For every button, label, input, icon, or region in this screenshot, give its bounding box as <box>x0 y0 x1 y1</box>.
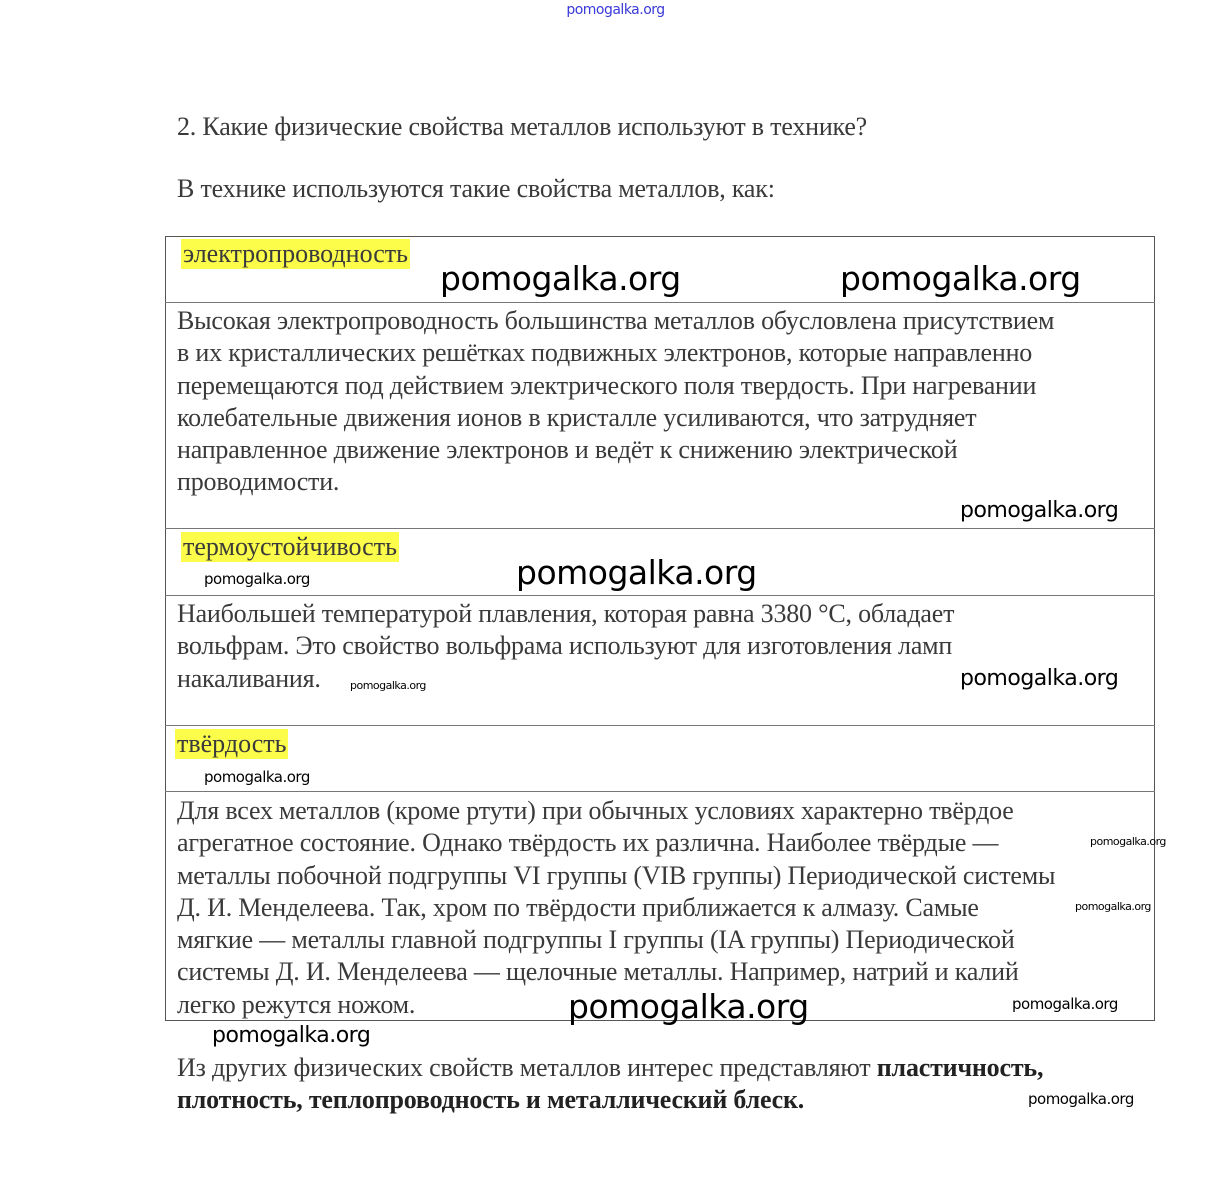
conclusion-bold: плотность, теплопроводность и металлический блеск. <box>177 1085 805 1115</box>
text-line: в их кристаллических решётках подвижных электронов, которые направленно <box>177 338 1033 368</box>
site-link[interactable]: pomogalka.org <box>566 2 665 18</box>
table-divider <box>165 302 1155 303</box>
text-line: проводимости. <box>177 467 340 497</box>
watermark: pomogalka.org <box>960 498 1119 523</box>
text-line: накаливания. <box>177 663 321 693</box>
watermark: pomogalka.org <box>960 666 1119 691</box>
question-heading: 2. Какие физические свойства металлов используют в технике? <box>177 112 868 141</box>
text-line: Высокая электропроводность большинства металлов обусловлена присутствием <box>177 306 1055 335</box>
section-title-hardness: твёрдость <box>177 729 287 758</box>
table-divider <box>165 595 1155 596</box>
watermark: pomogalka.org <box>204 768 310 786</box>
conclusion-text: Из других физических свойств металлов интерес представляют <box>177 1053 877 1082</box>
text-line: вольфрам. Это свойство вольфрама используют для изготовления ламп <box>177 631 953 661</box>
section-title-conductivity: электропроводность <box>183 239 408 268</box>
text-line: металлы побочной подгруппы VI группы (VIB группы) Периодической системы <box>177 860 1056 890</box>
watermark: pomogalka.org <box>568 987 809 1026</box>
text-line: Наибольшей температурой плавления, которая равна 3380 °С, обладает <box>177 599 955 628</box>
section-body-conductivity <box>177 305 1054 499</box>
text-line: перемещаются под действием электрического поля твердость. При нагревании <box>177 370 1037 400</box>
watermark: pomogalka.org <box>516 553 757 592</box>
watermark: pomogalka.org <box>1090 835 1166 848</box>
text-line: агрегатное состояние. Однако твёрдость их различна. Наиболее твёрдые — <box>177 828 999 858</box>
watermark: pomogalka.org <box>212 1023 371 1048</box>
conclusion-bold: пластичность, <box>876 1053 1044 1082</box>
conclusion-paragraph <box>177 1052 1043 1117</box>
text-line: Для всех металлов (кроме ртути) при обычных условиях характерно твёрдое <box>177 796 1014 825</box>
section-title-heat-resistance: термоустойчивость <box>183 532 397 561</box>
table-divider <box>165 528 1155 529</box>
watermark: pomogalka.org <box>204 570 310 588</box>
table-divider <box>165 791 1155 792</box>
watermark: pomogalka.org <box>350 679 426 692</box>
text-line: легко режутся ножом. <box>177 989 416 1019</box>
watermark: pomogalka.org <box>440 259 681 298</box>
text-line: направленное движение электронов и ведёт к снижению электрической <box>177 435 958 465</box>
section-body-heat-resistance <box>177 598 954 695</box>
text-line: Д. И. Менделеева. Так, хром по твёрдости приближается к алмазу. Самые <box>177 892 979 922</box>
text-line: мягкие — металлы главной подгруппы I группы (IA группы) Периодической <box>177 925 1015 955</box>
intro-text: В технике используются такие свойства металлов, как: <box>177 174 775 203</box>
table-divider <box>165 725 1155 726</box>
watermark: pomogalka.org <box>840 259 1081 298</box>
text-line: системы Д. И. Менделеева — щелочные металлы. Например, натрий и калий <box>177 957 1019 987</box>
watermark: pomogalka.org <box>1012 995 1118 1013</box>
watermark: pomogalka.org <box>1075 900 1151 913</box>
watermark: pomogalka.org <box>1028 1090 1134 1108</box>
text-line: колебательные движения ионов в кристалле усиливаются, что затрудняет <box>177 402 977 432</box>
